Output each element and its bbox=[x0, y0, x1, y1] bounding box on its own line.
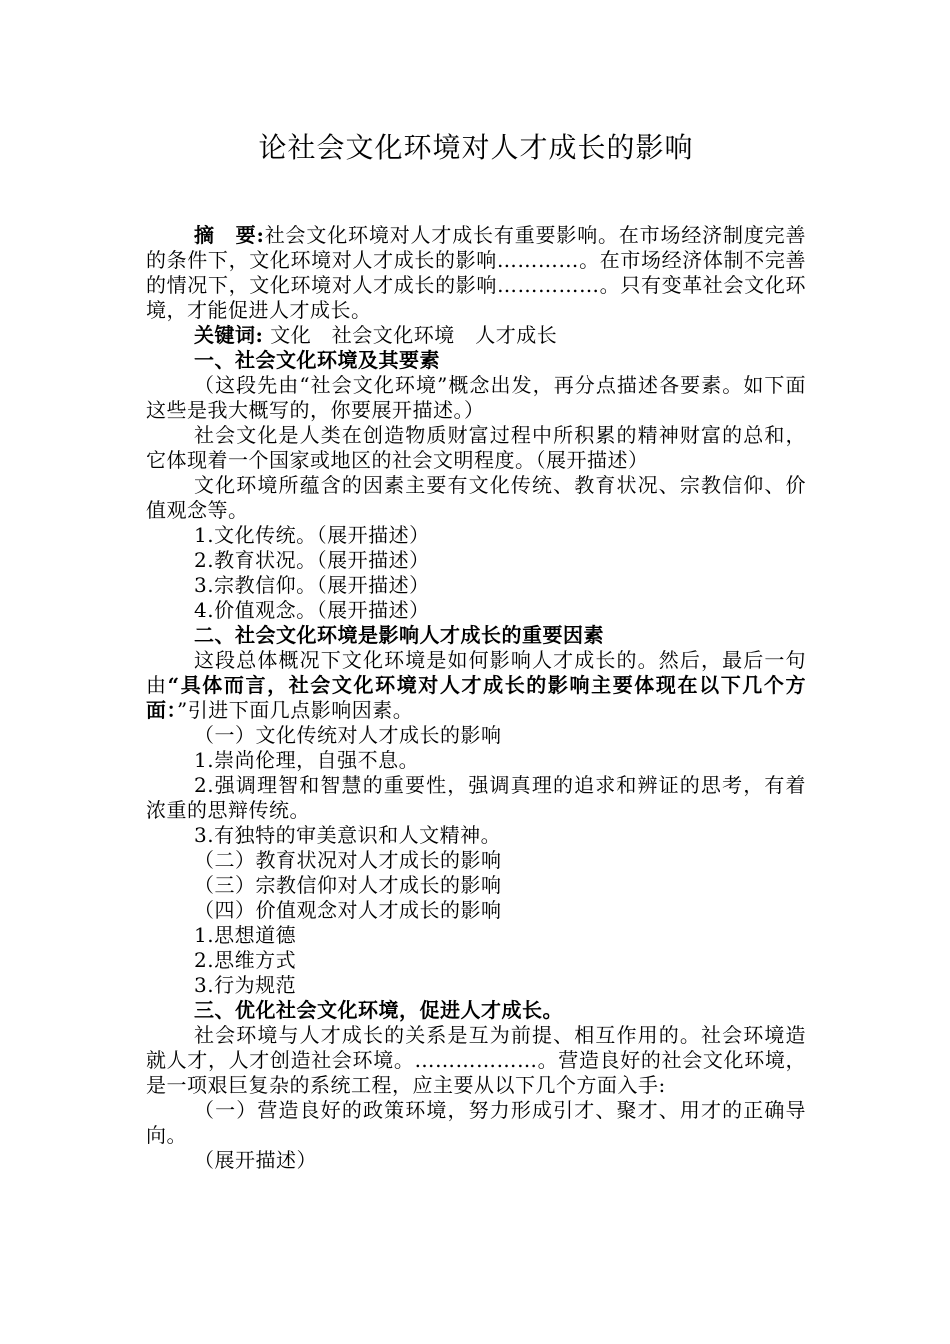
keywords-label: 关键词: bbox=[194, 323, 264, 347]
abstract-text: 社会文化环境对人才成长有重要影响。在市场经济制度完善的条件下，文化环境对人才成长的影响…………。在市场经济体制不完善的情况下，文化环境对人才成长的影响……………。只有变革社会文化环境，才能促进人才成长。 bbox=[146, 223, 807, 322]
list-item: 2.强调理智和智慧的重要性，强调真理的追求和辨证的思考，有着浓重的思辩传统。 bbox=[146, 773, 806, 822]
section-1-para-1: 社会文化是人类在创造物质财富过程中所积累的精神财富的总和，它体现着一个国家或地区的社会文明程度。（展开描述） bbox=[146, 423, 806, 472]
section-3-para-1: 社会环境与人才成长的关系是互为前提、相互作用的。社会环境造就人才，人才创造社会环境。………………。营造良好的社会文化环境，是一项艰巨复杂的系统工程，应主要从以下几个方面入手: bbox=[146, 1023, 806, 1097]
section-2-intro-bold: “具体而言，社会文化环境对人才成长的影响主要体现在以下几个方面： bbox=[146, 673, 806, 722]
abstract-label: 摘 要: bbox=[194, 223, 265, 247]
subsection-heading: （四）价值观念对人才成长的影响 bbox=[194, 898, 502, 922]
section-1-heading: 一、社会文化环境及其要素 bbox=[194, 348, 440, 372]
section-2-intro bbox=[146, 648, 806, 723]
abstract bbox=[146, 223, 806, 323]
list-item: 4.价值观念。（展开描述） bbox=[194, 598, 430, 622]
section-1-para-2: 文化环境所蕴含的因素主要有文化传统、教育状况、宗教信仰、价值观念等。 bbox=[146, 473, 806, 522]
keywords-text: 文化 社会文化环境 人才成长 bbox=[263, 323, 558, 347]
section-2-intro-post: ”引进下面几点影响因素。 bbox=[177, 698, 414, 722]
list-item: 1.思想道德 bbox=[194, 923, 297, 947]
list-item: 1.崇尚伦理，自强不息。 bbox=[194, 748, 420, 772]
list-item: 3.行为规范 bbox=[194, 973, 297, 997]
list-item: 3.宗教信仰。（展开描述） bbox=[194, 573, 430, 597]
document-body bbox=[146, 223, 806, 1173]
list-item: 3.有独特的审美意识和人文精神。 bbox=[194, 823, 502, 847]
list-item: 1.文化传统。（展开描述） bbox=[194, 523, 430, 547]
section-2-heading: 二、社会文化环境是影响人才成长的重要因素 bbox=[194, 623, 604, 647]
document-title: 论社会文化环境对人才成长的影响 bbox=[258, 131, 694, 164]
subsection-heading: （一）文化传统对人才成长的影响 bbox=[194, 723, 502, 747]
subsection-heading: （一）营造良好的政策环境，努力形成引才、聚才、用才的正确导向。 bbox=[146, 1098, 806, 1147]
section-3-heading: 三、优化社会文化环境，促进人才成长。 bbox=[194, 998, 563, 1022]
keywords bbox=[146, 323, 806, 348]
subsection-heading: （三）宗教信仰对人才成长的影响 bbox=[194, 873, 502, 897]
section-2-intro-pre: 这段总体概况下文化环境是如何影响人才成长的。然后，最后一句由 bbox=[146, 648, 806, 697]
list-item: 2.思维方式 bbox=[194, 948, 297, 972]
section-1-note: （这段先由“社会文化环境”概念出发，再分点描述各要素。如下面这些是我大概写的，你要展开描述。） bbox=[146, 373, 806, 422]
list-item: 2.教育状况。（展开描述） bbox=[194, 548, 430, 572]
section-3-note: （展开描述） bbox=[194, 1148, 317, 1172]
subsection-heading: （二）教育状况对人才成长的影响 bbox=[194, 848, 502, 872]
